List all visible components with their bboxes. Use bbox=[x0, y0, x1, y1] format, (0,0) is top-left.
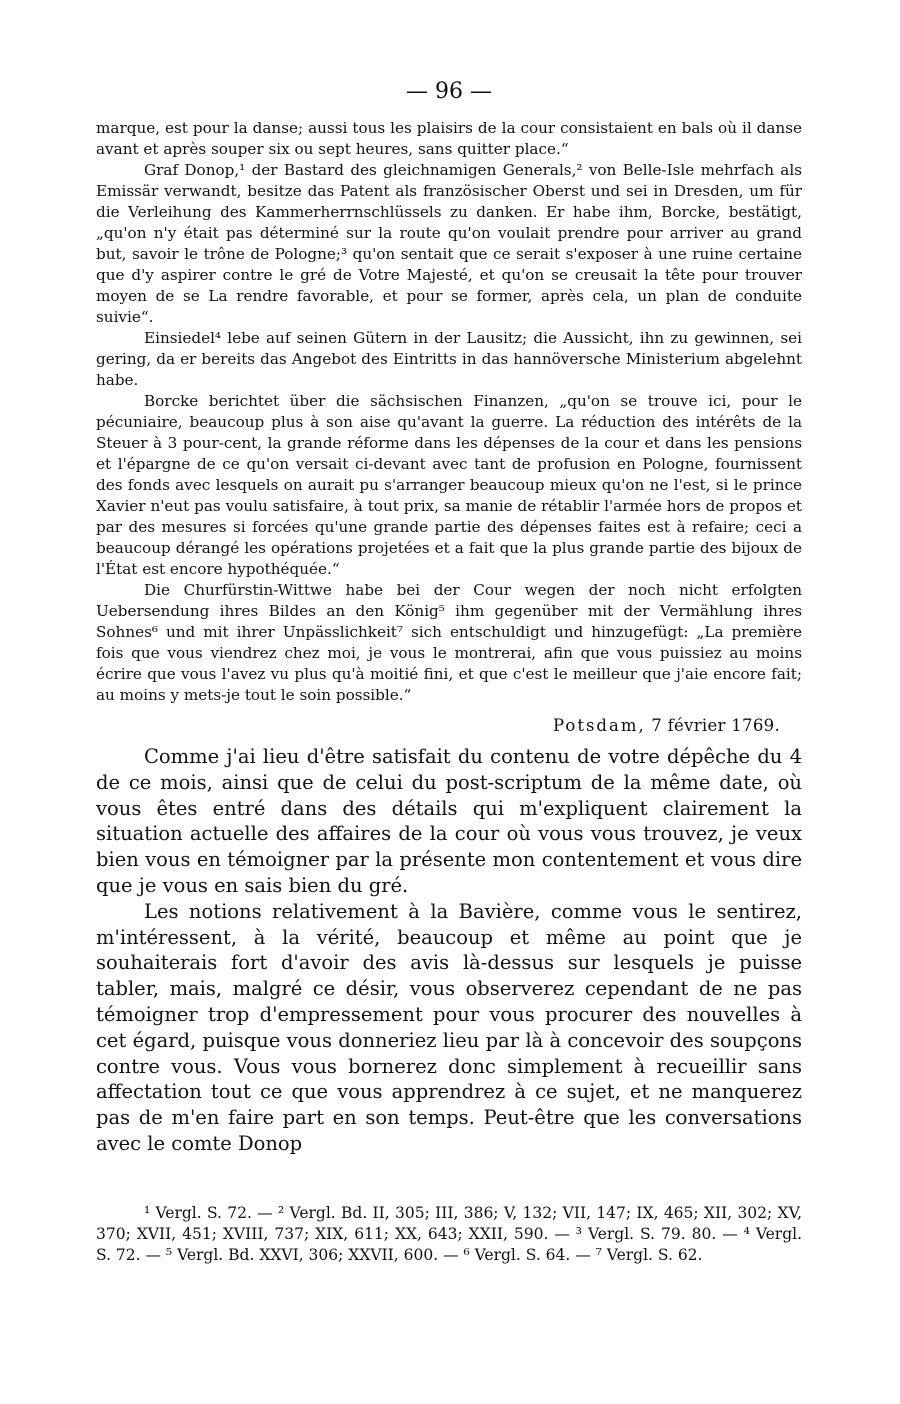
footnotes bbox=[96, 1203, 802, 1266]
summary-paragraph: Graf Donop,¹ der Bastard des gleichnamigen Generals,² von Belle-Isle mehrfach als Emissär verwandt, besitze das Patent als französischer Oberst und sei in Dresden, um für die Verleihung des Kammerherrnschlüssels zu danken. Er habe ihm, Borcke, bestätigt, „qu'on n'y était pas déterminé sur la route qu'on voulait prendre pour arriver au grand but, savoir le trône de Pologne;³ qu'on sentait que ce serait s'exposer à une ruine certaine que d'y aspirer contre le gré de Votre Majesté, et qu'on se creusait la tête pour trouver moyen de se La rendre favorable, et pour se former, après cela, un plan de conduite suivie“. bbox=[96, 161, 802, 326]
footnote-text: ¹ Vergl. S. 72. — ² Vergl. Bd. II, 305; III, 386; V, 132; VII, 147; IX, 465; XII, 302; XV, 370; XVII, 451; XVIII, 737; XIX, 611; XX, 643; XXII, 590. — ³ Vergl. S. 79. 80. — ⁴ Vergl. S. 72. — ⁵ Vergl. Bd. XXVI, 306; XXVII, 600. — ⁶ Vergl. S. 64. — ⁷ Vergl. S. 62. bbox=[96, 1203, 802, 1264]
document-page bbox=[96, 78, 802, 1266]
summary-block bbox=[96, 118, 802, 706]
dateline-date: 7 février 1769. bbox=[651, 716, 780, 735]
letter-paragraph: Les notions relativement à la Bavière, comme vous le sentirez, m'intéressent, à la vérité, beaucoup et même au point que je souhaiterais fort d'avoir des avis là-dessus sur lesquels je puisse tabler, mais, malgré ce désir, vous observerez cependant de ne pas témoigner trop d'empressement pour vous procurer des nouvelles à cet égard, puisque vous donneriez lieu par là à concevoir des soupçons contre vous. Vous vous bornerez donc simplement à recueillir sans affectation tout ce que vous apprendrez à ce sujet, et ne manquerez pas de m'en faire part en son temps. Peut-être que les conversations avec le comte Donop bbox=[96, 899, 802, 1155]
summary-paragraph: Die Churfürstin-Wittwe habe bei der Cour wegen der noch nicht erfolgten Uebersendung ihres Bildes an den König⁵ ihm gegenüber mit der Vermählung ihres Sohnes⁶ und mit ihrer Unpässlichkeit⁷ sich entschuldigt und hinzugefügt: „La première fois que vous viendrez chez moi, je vous le montrerai, afin que vous puissiez au moins écrire que vous l'avez vu plus qu'à moitié fini, et que c'est le meilleur que j'aie encore fait; au moins y mets-je tout le soin possible.“ bbox=[96, 581, 802, 704]
summary-paragraph: Einsiedel⁴ lebe auf seinen Gütern in der Lausitz; die Aussicht, ihn zu gewinnen, sei gering, da er bereits das Angebot des Eintritts in das hannöversche Ministerium abgelehnt habe. bbox=[96, 329, 802, 389]
dateline-place: Potsdam, bbox=[552, 716, 646, 735]
page-number: — 96 — bbox=[406, 79, 492, 104]
summary-paragraph: marque, est pour la danse; aussi tous les plaisirs de la cour consistaient en bals où il danse avant et après souper six ou sept heures, sans quitter place.“ bbox=[96, 119, 802, 158]
summary-paragraph: Borcke berichtet über die sächsischen Finanzen, „qu'on se trouve ici, pour le pécuniaire, beaucoup plus à son aise qu'avant la guerre. La réduction des intérêts de la Steuer à 3 pour-cent, la grande réforme dans les dépenses de la cour et dans les pensions et l'épargne de ce qu'on versait ci-devant avec tant de profusion en Pologne, fournissent des fonds avec lesquels on aurait pu s'arranger beaucoup mieux qu'on ne l'est, si le prince Xavier n'eut pas voulu satisfaire, à tout prix, sa manie de rétablir l'armée hors de propos et par des mesures si forcées qu'une grande partie des dépenses faites est à refaire; ceci a beaucoup dérangé les opérations projetées et a fait que la plus grande partie des bijoux de l'État est encore hypothéquée.“ bbox=[96, 392, 802, 578]
dateline bbox=[96, 714, 780, 738]
letter-paragraph: Comme j'ai lieu d'être satisfait du contenu de votre dépêche du 4 de ce mois, ainsi que de celui du post-scriptum de la même date, où vous êtes entré dans des détails qui m'expliquent clairement la situation actuelle des affaires de la cour où vous vous trouvez, je veux bien vous en témoigner par la présente mon contentement et vous dire que je vous en sais bien du gré. bbox=[96, 745, 802, 897]
letter-body bbox=[96, 744, 802, 1157]
